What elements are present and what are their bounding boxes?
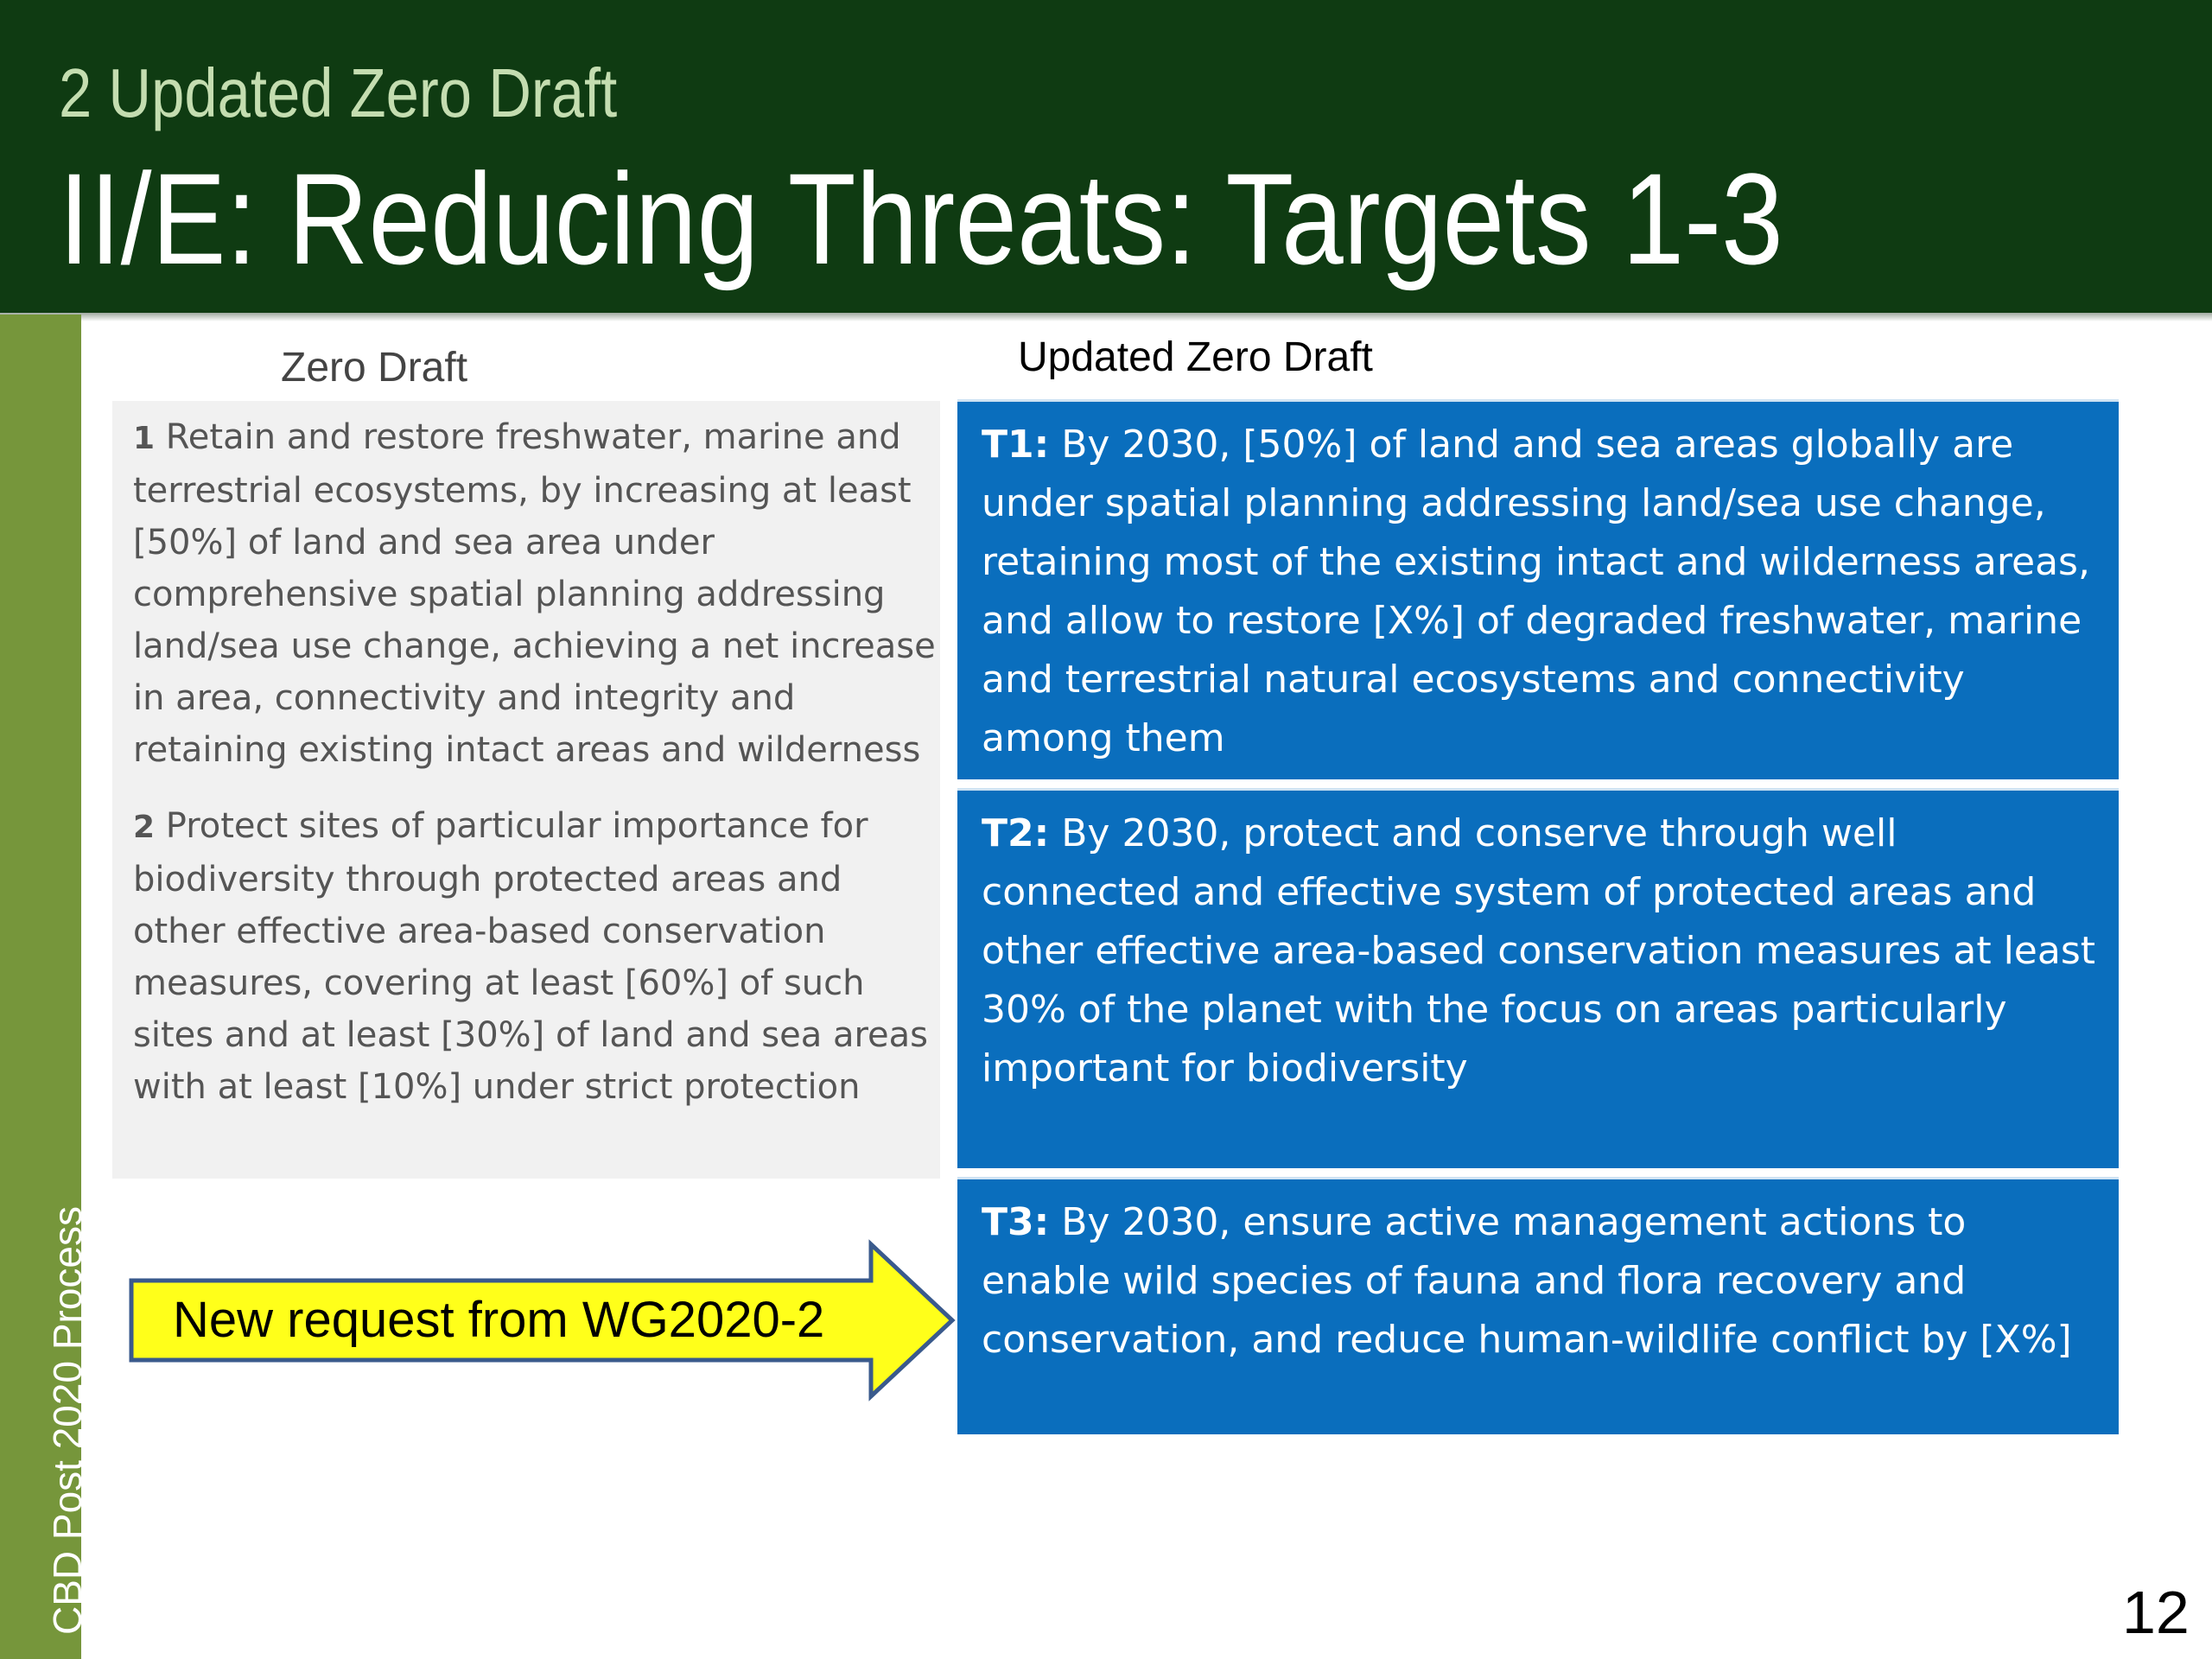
target-label: T3: — [982, 1200, 1050, 1244]
target-label: T1: — [982, 423, 1050, 467]
target-number: 1 — [133, 421, 156, 456]
target-t2-box — [957, 788, 2119, 1168]
target-text: Protect sites of particular importance for biodiversity through protected areas and other effective area-based conservation measures, covering at least [60%] of such sites and at least [30%] of land and sea areas with at least [10%] under strict protection — [133, 806, 929, 1107]
side-label: CBD Post 2020 Process — [45, 1205, 90, 1635]
header-divider — [0, 313, 2212, 321]
zero-draft-box — [112, 401, 940, 1179]
target-text: Retain and restore freshwater, marine and terrestrial ecosystems, by increasing at least [50%] of land and sea area under comprehensive spatial planning addressing land/sea use change, achieving a net increase in area, connectivity and integrity and retaining existing intact areas and wilderness — [133, 417, 936, 770]
slide-subtitle: 2 Updated Zero Draft — [59, 54, 618, 131]
target-t1-box — [957, 399, 2119, 779]
target-text: By 2030, [50%] of land and sea areas globally are under spatial planning addressing land/sea use change, retaining most of the existing intact and wilderness areas, and allow to restore [X%] of degraded freshwater, marine and terrestrial natural ecosystems and connectivity among them — [982, 423, 2090, 760]
target-number: 2 — [133, 810, 156, 845]
zero-draft-header: Zero Draft — [281, 345, 468, 391]
slide-title: II/E: Reducing Threats: Targets 1-3 — [59, 146, 1783, 291]
page-number: 12 — [2122, 1579, 2190, 1646]
callout-label: New request from WG2020-2 — [173, 1292, 825, 1348]
target-text: By 2030, ensure active management actions to enable wild species of fauna and flora recovery and conservation, and reduce human-wildlife conflict by [X%] — [982, 1200, 2072, 1362]
updated-zero-draft-header: Updated Zero Draft — [1018, 334, 1373, 380]
target-label: T2: — [982, 811, 1050, 855]
zero-draft-target-1 — [133, 411, 941, 776]
target-t3-box — [957, 1177, 2119, 1434]
zero-draft-target-2 — [133, 800, 941, 1113]
target-text: By 2030, protect and conserve through well connected and effective system of protected areas and other effective area-based conservation measures at least 30% of the planet with the focus on areas particularly important for biodiversity — [982, 811, 2096, 1090]
